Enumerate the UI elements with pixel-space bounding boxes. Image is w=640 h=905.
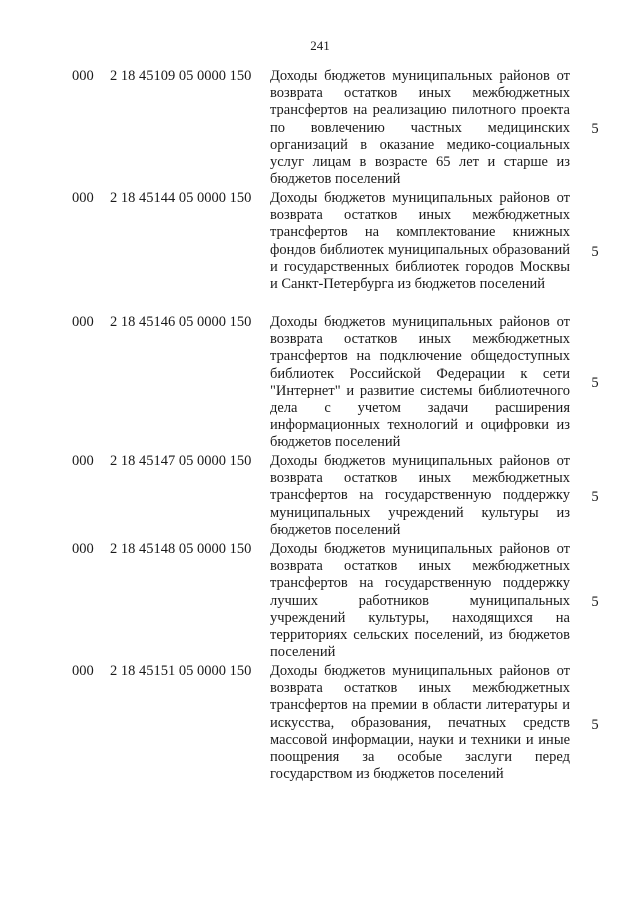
table-row — [0, 68, 640, 190]
norm-value — [570, 541, 620, 663]
budget-classification-code: 2 18 45148 05 0000 150 — [110, 541, 252, 557]
budget-classification-code: 2 18 45146 05 0000 150 — [110, 314, 252, 330]
income-description: Доходы бюджетов муниципальных районов от возврата остатков иных межбюджетных трансфертов на комплектование книжных фондов библиотек муниципальных образований и государственных библиотек городов Москвы и Санкт-Петербурга из бюджетов поселений — [270, 190, 570, 293]
budget-classification-code: 2 18 45151 05 0000 150 — [110, 663, 252, 679]
income-description: Доходы бюджетов муниципальных районов от возврата остатков иных межбюджетных трансфертов на реализацию пилотного проекта по вовлечению частных медицинских организаций в оказание медико-социальных услуг лицам в возрасте 65 лет и старше из бюджетов поселений — [270, 68, 570, 188]
budget-classification-code: 2 18 45109 05 0000 150 — [110, 68, 252, 84]
income-description: Доходы бюджетов муниципальных районов от возврата остатков иных межбюджетных трансфертов на подключение общедоступных библиотек Российской Федерации к сети "Интернет" и развитие системы библиотечного дела с учетом задачи расширения информационных технологий и оцифровки из бюджетов поселений — [270, 314, 570, 451]
norm-value-text: 5 — [591, 593, 599, 610]
administrator-code: 000 — [72, 453, 94, 469]
income-description: Доходы бюджетов муниципальных районов от возврата остатков иных межбюджетных трансфертов на премии в области литературы и искусства, образования, печатных средств массовой информации, науки и техники и иные поощрения за особые заслуги перед государством из бюджетов поселений — [270, 663, 570, 783]
table-row — [0, 314, 640, 453]
budget-table — [0, 68, 640, 787]
norm-value — [570, 453, 620, 541]
table-row — [0, 663, 640, 787]
norm-value — [570, 190, 620, 314]
administrator-code: 000 — [72, 663, 94, 679]
table-row — [0, 190, 640, 314]
norm-value — [570, 314, 620, 453]
table-row — [0, 541, 640, 663]
norm-value-text: 5 — [591, 120, 599, 137]
norm-value-text: 5 — [591, 488, 599, 505]
budget-classification-code: 2 18 45147 05 0000 150 — [110, 453, 252, 469]
norm-value — [570, 68, 620, 190]
budget-classification-code: 2 18 45144 05 0000 150 — [110, 190, 252, 206]
administrator-code: 000 — [72, 68, 94, 84]
table-row — [0, 453, 640, 541]
norm-value-text: 5 — [591, 243, 599, 260]
administrator-code: 000 — [72, 314, 94, 330]
administrator-code: 000 — [72, 541, 94, 557]
norm-value-text: 5 — [591, 375, 599, 391]
income-description: Доходы бюджетов муниципальных районов от возврата остатков иных межбюджетных трансфертов на государственную поддержку лучших работников муниципальных учреждений культуры, находящихся на территориях сельских поселений, из бюджетов поселений — [270, 541, 570, 661]
page-number: 241 — [310, 38, 330, 53]
administrator-code: 000 — [72, 190, 94, 206]
norm-value — [570, 663, 620, 787]
income-description: Доходы бюджетов муниципальных районов от возврата остатков иных межбюджетных трансфертов на государственную поддержку муниципальных учреждений культуры из бюджетов поселений — [270, 453, 570, 538]
norm-value-text: 5 — [591, 716, 599, 733]
